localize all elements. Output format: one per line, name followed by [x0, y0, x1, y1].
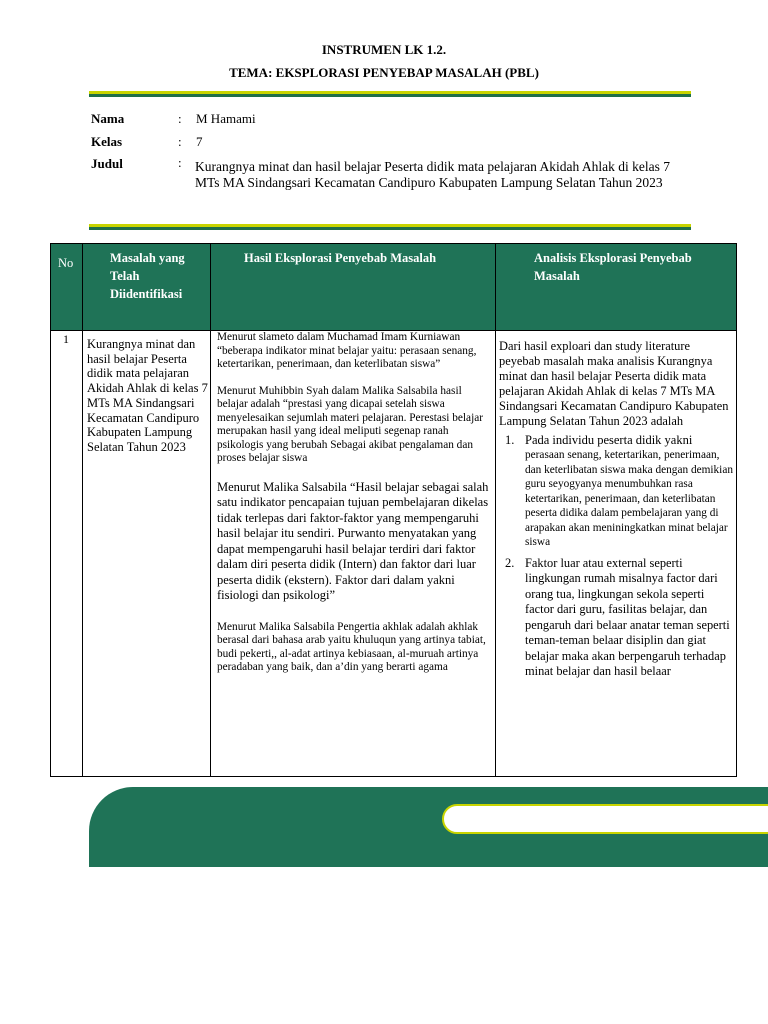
top-divider: [89, 91, 691, 97]
hasil-cell: [211, 331, 496, 777]
table-row: [51, 331, 737, 777]
exploration-table: [50, 243, 737, 777]
header-hasil: Hasil Eksplorasi Penyebab Masalah: [211, 244, 496, 331]
nama-label: Nama: [91, 111, 125, 126]
document-theme: TEMA: EKSPLORASI PENYEBAP MASALAH (PBL): [229, 65, 539, 80]
footer-pill: [442, 804, 768, 834]
hasil-paragraph-3: Menurut Malika Salsabila “Hasil belajar sebagai salah satu indikator pencapaian tujuan pembelajaran dikelas tidak terlepas dari faktor-faktor yang mempengaruhi hasil belajar itu sendiri. Purwanto menyatakan yang dapat mempengaruhi hasil belajar terdiri dari faktor dalam diri peserta didik (Intern) dan faktor dari luar peserta didik (ekstern). Faktor dari dalam yakni fisiologi dan psikologi”: [217, 479, 489, 602]
row-number: 1: [51, 331, 83, 777]
item-1-lead: Pada individu peserta didik yakni: [525, 433, 693, 447]
hasil-paragraph-4: Menurut Malika Salsabila Pengertia akhlak adalah akhlak berasal dari bahasa arab yaitu khuluqun yang artinya tabiat, budi pekerti,, al-adat artinya kebiasaan, al-muruah artinya peradaban yang baik, dan a’din yang berarti agama: [217, 620, 486, 673]
nama-value: M Hamami: [196, 111, 256, 126]
analisis-item-2: [499, 556, 734, 680]
table-header-row: [51, 244, 737, 331]
item-2-number: 2.: [505, 555, 515, 570]
kelas-value: 7: [196, 134, 203, 149]
document-title: INSTRUMEN LK 1.2.: [321, 42, 447, 57]
judul-label: Judul: [91, 156, 123, 171]
item-1-detail: perasaan senang, ketertarikan, penerimaan, dan keterlibatan siswa maka dengan demikian guru seyogyanya menumbuhkan rasa ketertarikan, penerimaan, dan keterlibatan peserta didika dalam pembelajaran yang di arapakan akan menin​ingkatkan minat belajar siswa: [525, 449, 733, 548]
analisis-item-1: [499, 433, 734, 550]
header-analisis: Analisis Eksplorasi Penyebab Masalah: [496, 244, 737, 331]
masalah-cell: Kurangnya minat dan hasil belajar Peserta didik mata pelajaran Akidah Ahlak di kelas 7 MTs MA Sindangsari Kecamatan Candipuro Kabupaten Lampung Selatan Tahun 2023: [83, 331, 211, 777]
header-masalah: Masalah yang Telah Diidentifikasi: [83, 244, 211, 331]
nama-colon: :: [178, 111, 182, 126]
judul-colon: :: [178, 155, 182, 170]
judul-value: Kurangnya minat dan hasil belajar Peserta didik mata pelajaran Akidah Ahlak di kelas 7 MTs MA Sindangsari Kecamatan Candipuro Kabupaten Lampung Selatan Tahun 2023: [195, 159, 670, 190]
kelas-colon: :: [178, 134, 182, 149]
bottom-divider: [89, 224, 691, 230]
header-no: No: [51, 244, 83, 331]
analisis-intro: Dari hasil exploari dan study literature peyebab masalah maka analisis Kurangnya minat dan hasil belajar Peserta didik mata pelajaran Akidah Ahlak di kelas 7 MTs MA Sindangsari Kecamatan Candipuro Kabupaten Lampung Selatan Tahun 2023 adalah: [499, 339, 729, 428]
kelas-label: Kelas: [91, 134, 123, 149]
item-1-number: 1.: [505, 433, 515, 447]
item-2-text: Faktor luar atau external seperti lingkungan rumah misalnya factor dari orang tua, lingkungan sekola seperti factor dari guru, fasilitas belajar, dan pengaruh dari belaar anatar teman seperti teman-teman belaar disiplin dan giat belajar maka akan berpengaruh terhadap minat belajar dan hasil belaar: [525, 555, 730, 678]
hasil-paragraph-2: Menurut Muhibbin Syah dalam Malika Salsabila hasil belajar adalah “prestasi yang dicapai setelah siswa menyelesaikan sejumlah materi pelajaran. Perestasi belajar merupakan hasil yang ideal meliputi segenap ranah psikologis yang berubah Sebagai akibat pengalaman dan proses belajar siswa: [217, 384, 483, 464]
hasil-paragraph-1: Menurut slameto dalam Muchamad Imam Kurniawan “beberapa indikator minat belajar yaitu: perasaan senang, ketertarikan, penerimaan, dan keterlibatan siswa”: [217, 331, 477, 370]
analisis-cell: [496, 331, 737, 777]
